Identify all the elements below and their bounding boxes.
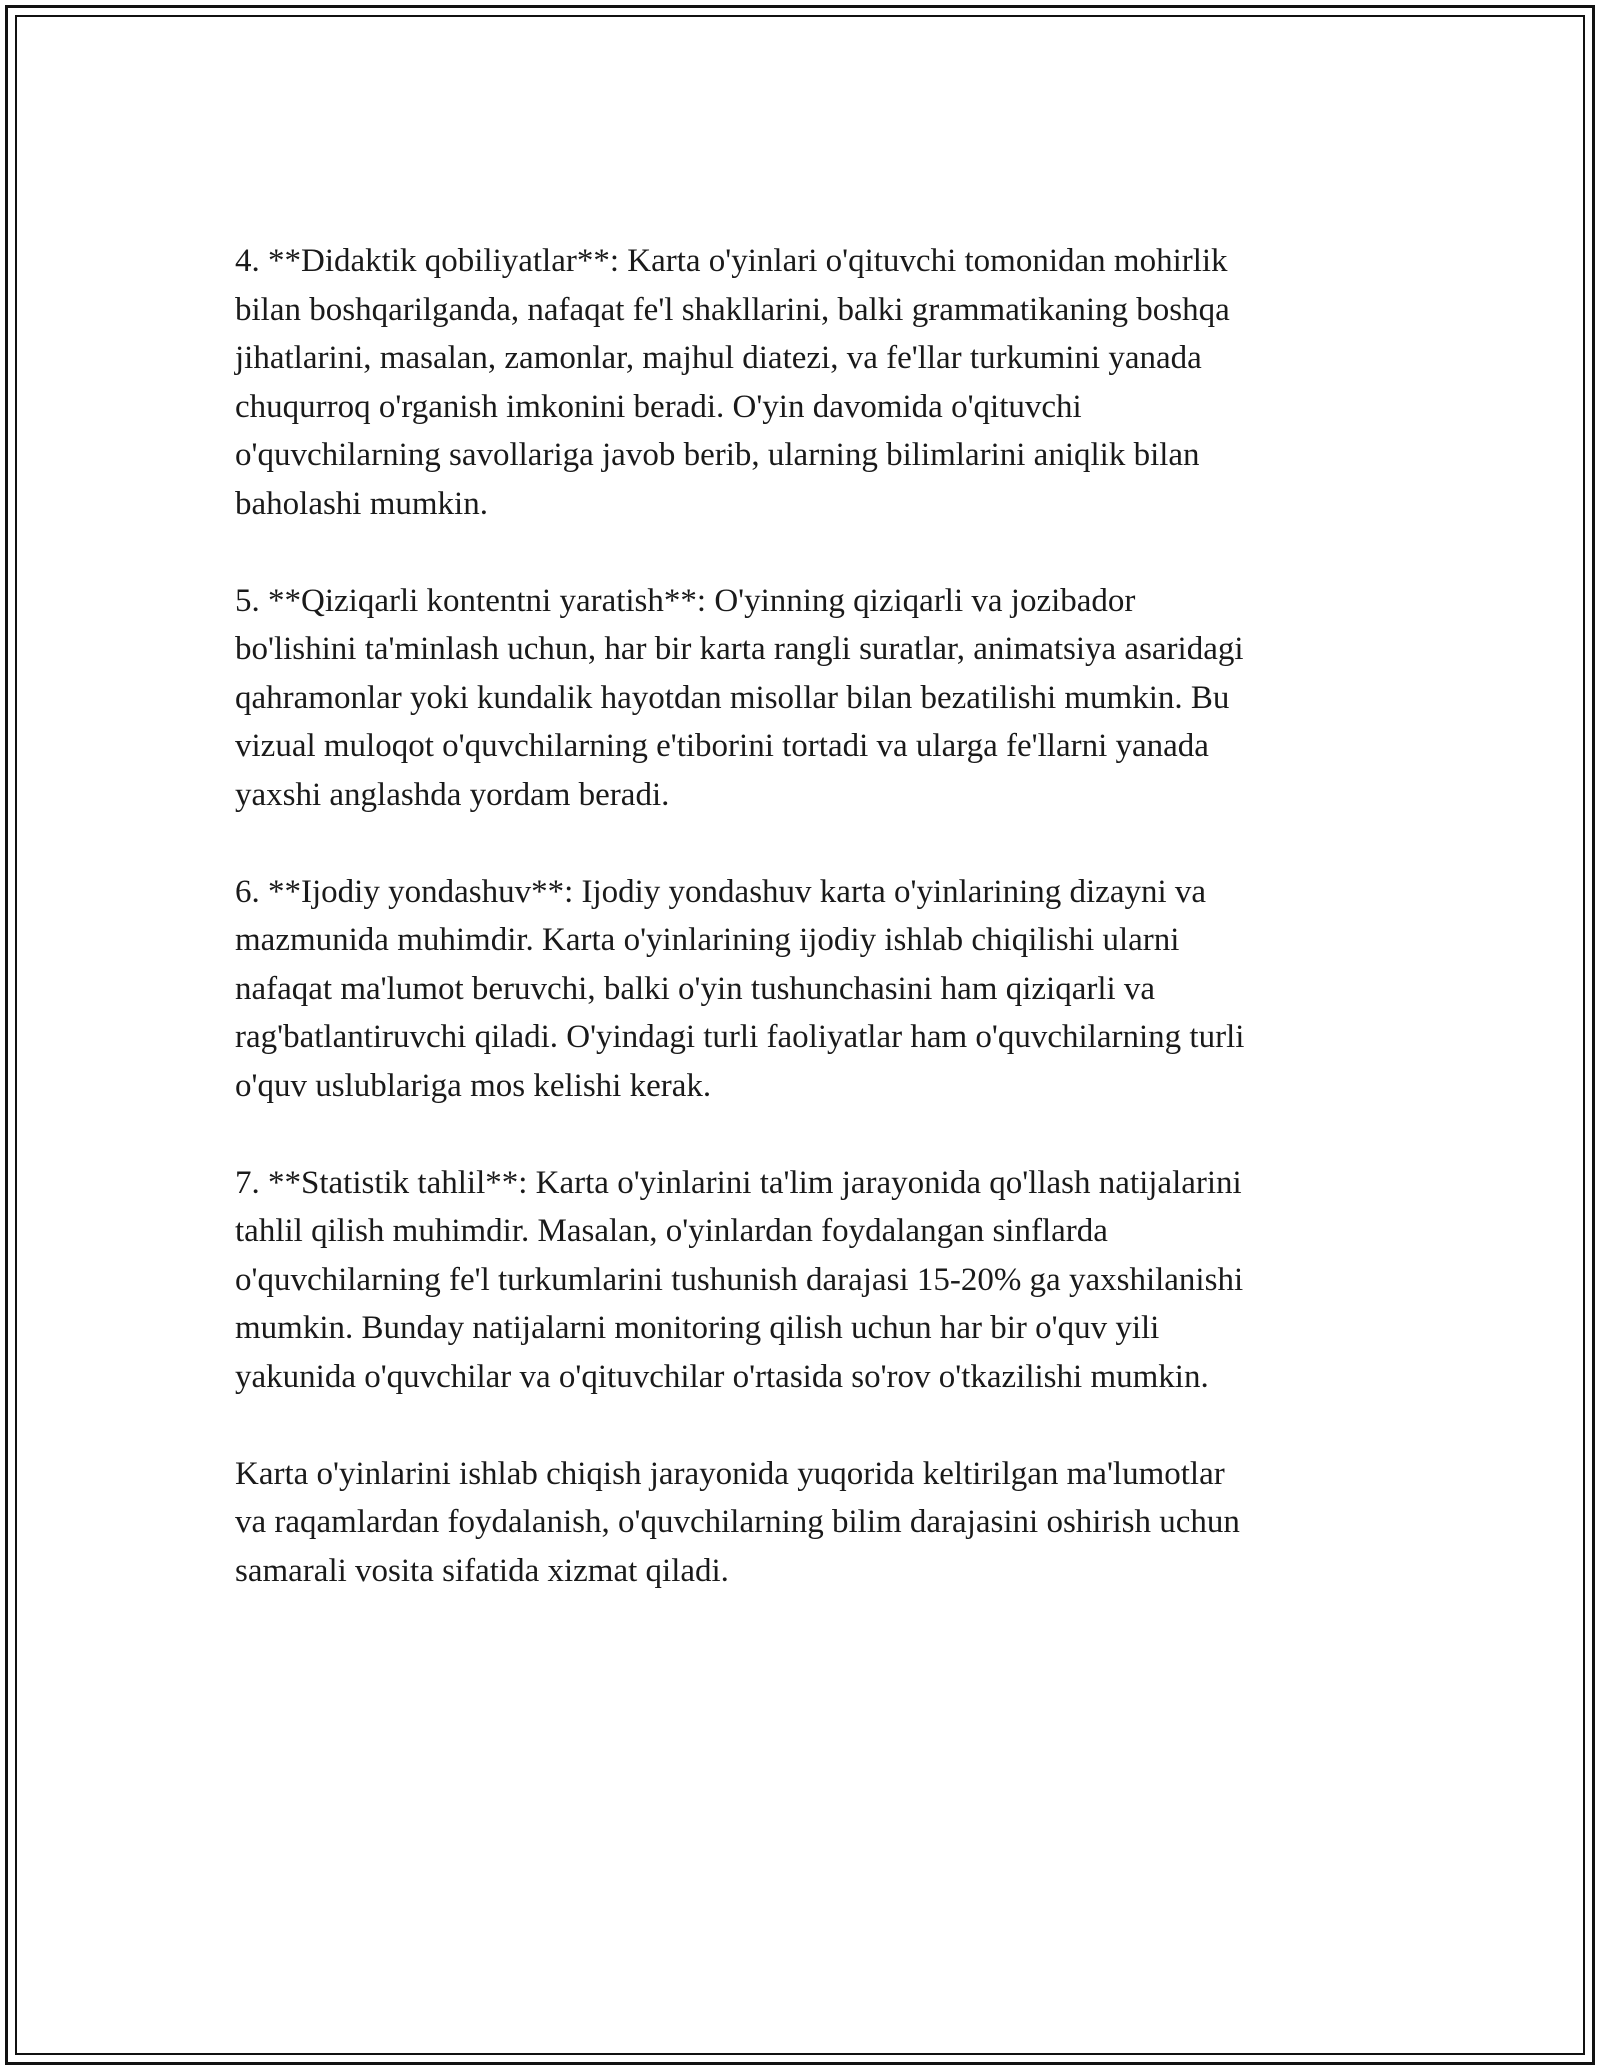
paragraph-conclusion: Karta o'yinlarini ishlab chiqish jarayonida yuqorida keltirilgan ma'lumotlar va raqamlardan foydalanish, o'quvchilarning bilim darajasini oshirish uchun samarali vosita sifatida xizmat qiladi. [235,1455,1240,1589]
document-body [235,237,1395,1644]
paragraph-qiziqarli-kontent: 5. **Qiziqarli kontentni yaratish**: O'yinning qiziqarli va jozibador bo'lishini ta'minlash uchun, har bir karta rangli suratlar, animatsiya asaridagi qahramonlar yoki kundalik hayotdan misollar bilan bezatilishi mumkin. Bu vizual muloqot o'quvchilarning e'tiborini tortadi va ularga fe'llarni yanada yaxshi anglashda yordam beradi. [235,582,1244,813]
paragraph-ijodiy-yondashuv: 6. **Ijodiy yondashuv**: Ijodiy yondashuv karta o'yinlarining dizayni va mazmunida muhimdir. Karta o'yinlarining ijodiy ishlab chiqilishi ularni nafaqat ma'lumot beruvchi, balki o'yin tushunchasini ham qiziqarli va rag'batlantiruvchi qiladi. O'yindagi turli faoliyatlar ham o'quvchilarning turli o'quv uslublariga mos kelishi kerak. [235,873,1245,1104]
paragraph-didaktik-qobiliyatlar: 4. **Didaktik qobiliyatlar**: Karta o'yinlari o'qituvchi tomonidan mohirlik bilan boshqarilganda, nafaqat fe'l shakllarini, balki grammatikaning boshqa jihatlarini, masalan, zamonlar, majhul diatezi, va fe'llar turkumini yanada chuqurroq o'rganish imkonini beradi. O'yin davomida o'qituvchi o'quvchilarning savollariga javob berib, ularning bilimlarini aniqlik bilan baholashi mumkin. [235,243,1230,522]
paragraph-statistik-tahlil: 7. **Statistik tahlil**: Karta o'yinlarini ta'lim jarayonida qo'llash natijalarini tahlil qilish muhimdir. Masalan, o'yinlardan foydalangan sinflarda o'quvchilarning fe'l turkumlarini tushunish darajasi 15-20% ga yaxshilanishi mumkin. Bunday natijalarni monitoring qilish uchun har bir o'quv yili yakunida o'quvchilar va o'qituvchilar o'rtasida so'rov o'tkazilishi mumkin. [235,1164,1244,1395]
